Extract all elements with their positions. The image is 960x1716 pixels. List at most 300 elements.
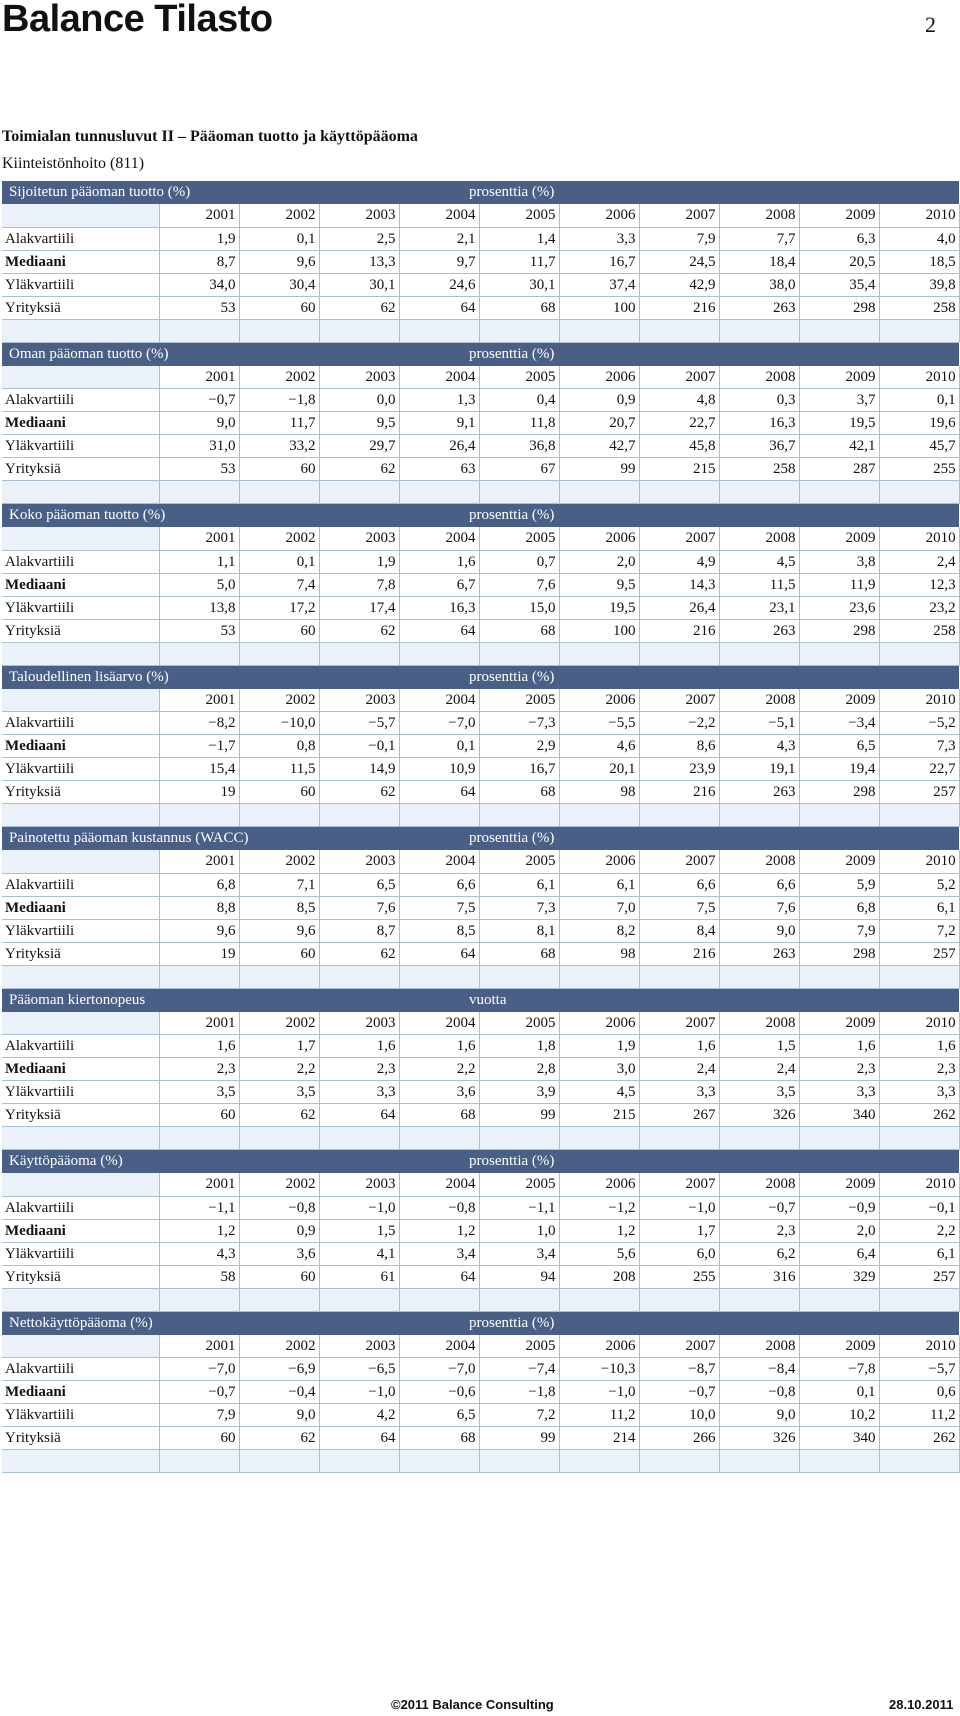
value-cell: −1,1 (159, 1196, 239, 1219)
year-cell: 2008 (719, 1173, 799, 1196)
value-cell: 6,5 (399, 1404, 479, 1427)
value-cell: −6,5 (319, 1358, 399, 1381)
row-label: Alakvartiili (2, 550, 159, 573)
row-label: Yläkvartiili (2, 435, 159, 458)
value-cell: 19,6 (879, 412, 959, 435)
value-cell: 1,9 (319, 550, 399, 573)
statistic-table (2, 181, 960, 343)
year-cell: 2010 (879, 1335, 959, 1358)
value-cell: 8,6 (639, 735, 719, 758)
value-cell: 6,5 (799, 735, 879, 758)
row-label: Alakvartiili (2, 1358, 159, 1381)
value-cell: 62 (319, 296, 399, 319)
row-label: Yläkvartiili (2, 1081, 159, 1104)
value-cell: 67 (479, 458, 559, 481)
value-cell: 5,6 (559, 1242, 639, 1265)
year-cell: 2005 (479, 1173, 559, 1196)
value-cell: −7,0 (399, 1358, 479, 1381)
value-cell: 1,6 (159, 1035, 239, 1058)
value-cell: 38,0 (719, 273, 799, 296)
value-cell: 2,3 (319, 1058, 399, 1081)
value-cell: 68 (479, 942, 559, 965)
value-cell: 19,1 (719, 758, 799, 781)
value-cell: 6,1 (559, 873, 639, 896)
value-cell: 99 (479, 1104, 559, 1127)
value-cell: 15,4 (159, 758, 239, 781)
footer-copyright: ©2011 Balance Consulting (391, 1697, 554, 1712)
value-cell: 7,3 (479, 896, 559, 919)
empty-cell (479, 1127, 559, 1150)
value-cell: 37,4 (559, 273, 639, 296)
value-cell: 2,0 (559, 550, 639, 573)
year-cell: 2001 (159, 204, 239, 227)
empty-cell (719, 965, 799, 988)
value-cell: 11,5 (239, 758, 319, 781)
table-unit: vuotta (469, 991, 507, 1008)
statistic-table (2, 1150, 960, 1312)
value-cell: 214 (559, 1427, 639, 1450)
statistic-table (2, 504, 960, 666)
value-cell: 3,3 (559, 227, 639, 250)
table-row (2, 573, 959, 596)
value-cell: 11,7 (479, 250, 559, 273)
value-cell: −10,0 (239, 712, 319, 735)
row-label: Yläkvartiili (2, 1242, 159, 1265)
footer-date: 28.10.2011 (889, 1697, 954, 1712)
value-cell: 215 (559, 1104, 639, 1127)
value-cell: 2,4 (719, 1058, 799, 1081)
row-label: Mediaani (2, 1058, 159, 1081)
value-cell: −1,1 (479, 1196, 559, 1219)
table-row (2, 296, 959, 319)
empty-cell (319, 319, 399, 342)
table-row (2, 712, 959, 735)
year-cell: 2003 (319, 1012, 399, 1035)
value-cell: 263 (719, 296, 799, 319)
value-cell: −1,0 (559, 1381, 639, 1404)
empty-cell (879, 481, 959, 504)
year-header-row (2, 1012, 959, 1035)
value-cell: 263 (719, 619, 799, 642)
row-label: Yrityksiä (2, 1104, 159, 1127)
empty-cell (2, 319, 159, 342)
table-unit: prosenttia (%) (469, 345, 555, 362)
empty-cell (2, 527, 159, 550)
value-cell: −0,7 (639, 1381, 719, 1404)
value-cell: 255 (639, 1265, 719, 1288)
value-cell: 11,8 (479, 412, 559, 435)
value-cell: 19,4 (799, 758, 879, 781)
value-cell: 42,1 (799, 435, 879, 458)
empty-cell (639, 1450, 719, 1473)
value-cell: −0,9 (799, 1196, 879, 1219)
empty-cell (2, 1173, 159, 1196)
value-cell: 94 (479, 1265, 559, 1288)
value-cell: 1,6 (319, 1035, 399, 1058)
value-cell: 0,1 (239, 550, 319, 573)
value-cell: 8,1 (479, 919, 559, 942)
value-cell: 2,3 (879, 1058, 959, 1081)
empty-cell (239, 804, 319, 827)
value-cell: 26,4 (639, 596, 719, 619)
table-row (2, 227, 959, 250)
row-label: Alakvartiili (2, 1035, 159, 1058)
value-cell: 7,9 (159, 1404, 239, 1427)
value-cell: 3,0 (559, 1058, 639, 1081)
year-cell: 2009 (799, 1012, 879, 1035)
value-cell: 7,5 (639, 896, 719, 919)
row-label: Mediaani (2, 735, 159, 758)
empty-cell (799, 1288, 879, 1311)
value-cell: 1,9 (159, 227, 239, 250)
value-cell: 62 (319, 458, 399, 481)
year-cell: 2002 (239, 850, 319, 873)
value-cell: 53 (159, 296, 239, 319)
table-unit: prosenttia (%) (469, 184, 555, 200)
value-cell: 1,8 (479, 1035, 559, 1058)
row-label: Mediaani (2, 896, 159, 919)
value-cell: 19 (159, 942, 239, 965)
table-row (2, 1081, 959, 1104)
empty-cell (159, 319, 239, 342)
value-cell: 4,3 (159, 1242, 239, 1265)
value-cell: 2,2 (399, 1058, 479, 1081)
value-cell: 4,5 (719, 550, 799, 573)
empty-cell (879, 1288, 959, 1311)
table-header-band (2, 827, 959, 850)
year-cell: 2007 (639, 366, 719, 389)
year-cell: 2001 (159, 1012, 239, 1035)
value-cell: 23,1 (719, 596, 799, 619)
year-header-row (2, 366, 959, 389)
empty-cell (2, 1127, 159, 1150)
year-cell: 2005 (479, 527, 559, 550)
spacer-row (2, 1127, 959, 1150)
row-label: Yläkvartiili (2, 596, 159, 619)
value-cell: 4,3 (719, 735, 799, 758)
empty-cell (239, 319, 319, 342)
value-cell: 1,7 (239, 1035, 319, 1058)
empty-cell (879, 1127, 959, 1150)
empty-cell (399, 1450, 479, 1473)
value-cell: 1,5 (719, 1035, 799, 1058)
empty-cell (799, 1127, 879, 1150)
empty-cell (319, 642, 399, 665)
value-cell: 8,8 (159, 896, 239, 919)
value-cell: 4,9 (639, 550, 719, 573)
value-cell: 340 (799, 1427, 879, 1450)
year-cell: 2008 (719, 689, 799, 712)
value-cell: 18,4 (719, 250, 799, 273)
empty-cell (159, 642, 239, 665)
year-cell: 2003 (319, 527, 399, 550)
value-cell: 35,4 (799, 273, 879, 296)
spacer-row (2, 1288, 959, 1311)
value-cell: 316 (719, 1265, 799, 1288)
empty-cell (239, 481, 319, 504)
empty-cell (639, 319, 719, 342)
value-cell: 6,6 (719, 873, 799, 896)
value-cell: 7,9 (799, 919, 879, 942)
table-row (2, 1104, 959, 1127)
year-cell: 2006 (559, 527, 639, 550)
table-row (2, 919, 959, 942)
value-cell: 9,6 (239, 919, 319, 942)
value-cell: 34,0 (159, 273, 239, 296)
year-cell: 2001 (159, 1335, 239, 1358)
value-cell: 11,2 (559, 1404, 639, 1427)
row-label: Yrityksiä (2, 1427, 159, 1450)
value-cell: −5,5 (559, 712, 639, 735)
empty-cell (239, 642, 319, 665)
value-cell: 7,2 (479, 1404, 559, 1427)
year-cell: 2007 (639, 204, 719, 227)
value-cell: 7,9 (639, 227, 719, 250)
value-cell: −0,7 (159, 1381, 239, 1404)
value-cell: 16,3 (399, 596, 479, 619)
value-cell: 7,6 (719, 896, 799, 919)
value-cell: 6,6 (399, 873, 479, 896)
year-cell: 2001 (159, 1173, 239, 1196)
value-cell: 7,3 (879, 735, 959, 758)
value-cell: 287 (799, 458, 879, 481)
value-cell: 62 (319, 781, 399, 804)
value-cell: −7,3 (479, 712, 559, 735)
year-cell: 2002 (239, 689, 319, 712)
value-cell: −0,1 (319, 735, 399, 758)
year-cell: 2007 (639, 850, 719, 873)
year-header-row (2, 1335, 959, 1358)
value-cell: 33,2 (239, 435, 319, 458)
value-cell: 2,4 (879, 550, 959, 573)
value-cell: −7,0 (159, 1358, 239, 1381)
value-cell: 6,5 (319, 873, 399, 896)
year-header-row (2, 527, 959, 550)
year-cell: 2004 (399, 527, 479, 550)
value-cell: 1,9 (559, 1035, 639, 1058)
empty-cell (559, 965, 639, 988)
table-row (2, 458, 959, 481)
value-cell: 19,5 (799, 412, 879, 435)
value-cell: −6,9 (239, 1358, 319, 1381)
value-cell: 64 (399, 619, 479, 642)
row-label: Alakvartiili (2, 389, 159, 412)
value-cell: 0,3 (719, 389, 799, 412)
value-cell: 7,2 (879, 919, 959, 942)
value-cell: −1,0 (319, 1196, 399, 1219)
value-cell: 0,1 (799, 1381, 879, 1404)
value-cell: −7,8 (799, 1358, 879, 1381)
row-label: Yrityksiä (2, 619, 159, 642)
value-cell: 258 (879, 619, 959, 642)
value-cell: 3,7 (799, 389, 879, 412)
table-title: Nettokäyttöpääoma (%) (9, 1314, 153, 1331)
empty-cell (2, 804, 159, 827)
value-cell: 1,1 (159, 550, 239, 573)
row-label: Mediaani (2, 250, 159, 273)
value-cell: 1,5 (319, 1219, 399, 1242)
value-cell: −1,0 (639, 1196, 719, 1219)
table-row (2, 435, 959, 458)
value-cell: 257 (879, 781, 959, 804)
value-cell: 15,0 (479, 596, 559, 619)
spacer-row (2, 642, 959, 665)
row-label: Yläkvartiili (2, 1404, 159, 1427)
statistic-table (2, 827, 960, 989)
value-cell: 216 (639, 619, 719, 642)
value-cell: 0,6 (879, 1381, 959, 1404)
value-cell: 12,3 (879, 573, 959, 596)
value-cell: 7,5 (399, 896, 479, 919)
empty-cell (319, 965, 399, 988)
value-cell: −3,4 (799, 712, 879, 735)
value-cell: 0,7 (479, 550, 559, 573)
value-cell: 298 (799, 619, 879, 642)
year-cell: 2010 (879, 204, 959, 227)
value-cell: 267 (639, 1104, 719, 1127)
table-row (2, 550, 959, 573)
empty-cell (2, 1012, 159, 1035)
empty-cell (2, 481, 159, 504)
year-cell: 2006 (559, 1012, 639, 1035)
value-cell: 6,4 (799, 1242, 879, 1265)
empty-cell (879, 965, 959, 988)
empty-cell (799, 1450, 879, 1473)
empty-cell (559, 319, 639, 342)
value-cell: 1,6 (399, 1035, 479, 1058)
empty-cell (159, 965, 239, 988)
value-cell: 0,1 (879, 389, 959, 412)
spacer-row (2, 804, 959, 827)
empty-cell (639, 965, 719, 988)
value-cell: 6,1 (879, 1242, 959, 1265)
empty-cell (559, 1450, 639, 1473)
value-cell: 298 (799, 942, 879, 965)
year-cell: 2009 (799, 527, 879, 550)
year-cell: 2007 (639, 1335, 719, 1358)
value-cell: 53 (159, 458, 239, 481)
value-cell: 10,9 (399, 758, 479, 781)
year-cell: 2006 (559, 204, 639, 227)
empty-cell (719, 642, 799, 665)
value-cell: 2,8 (479, 1058, 559, 1081)
year-cell: 2008 (719, 1012, 799, 1035)
table-header-band (2, 181, 959, 204)
year-cell: 2008 (719, 366, 799, 389)
year-cell: 2010 (879, 1173, 959, 1196)
year-cell: 2005 (479, 1012, 559, 1035)
value-cell: 22,7 (639, 412, 719, 435)
value-cell: 45,8 (639, 435, 719, 458)
value-cell: 3,9 (479, 1081, 559, 1104)
value-cell: 0,0 (319, 389, 399, 412)
value-cell: 16,7 (479, 758, 559, 781)
year-cell: 2010 (879, 850, 959, 873)
spacer-row (2, 319, 959, 342)
table-title: Taloudellinen lisäarvo (%) (9, 668, 169, 685)
table-row (2, 896, 959, 919)
value-cell: 11,9 (799, 573, 879, 596)
value-cell: 42,9 (639, 273, 719, 296)
value-cell: 31,0 (159, 435, 239, 458)
value-cell: 208 (559, 1265, 639, 1288)
value-cell: 29,7 (319, 435, 399, 458)
year-cell: 2010 (879, 366, 959, 389)
year-cell: 2007 (639, 689, 719, 712)
value-cell: 42,7 (559, 435, 639, 458)
year-cell: 2006 (559, 1335, 639, 1358)
year-cell: 2004 (399, 204, 479, 227)
empty-cell (479, 319, 559, 342)
value-cell: −7,4 (479, 1358, 559, 1381)
value-cell: 6,8 (159, 873, 239, 896)
year-cell: 2006 (559, 689, 639, 712)
value-cell: 9,0 (719, 919, 799, 942)
row-label: Yrityksiä (2, 781, 159, 804)
value-cell: 329 (799, 1265, 879, 1288)
value-cell: 257 (879, 942, 959, 965)
value-cell: 99 (479, 1427, 559, 1450)
value-cell: 2,3 (799, 1058, 879, 1081)
year-cell: 2006 (559, 850, 639, 873)
value-cell: 20,7 (559, 412, 639, 435)
value-cell: 5,2 (879, 873, 959, 896)
value-cell: 7,7 (719, 227, 799, 250)
value-cell: 263 (719, 781, 799, 804)
value-cell: 4,6 (559, 735, 639, 758)
value-cell: 17,2 (239, 596, 319, 619)
value-cell: 60 (239, 942, 319, 965)
value-cell: 216 (639, 781, 719, 804)
empty-cell (239, 965, 319, 988)
value-cell: −8,7 (639, 1358, 719, 1381)
year-cell: 2004 (399, 366, 479, 389)
empty-cell (2, 689, 159, 712)
year-cell: 2003 (319, 1173, 399, 1196)
table-row (2, 1404, 959, 1427)
table-row (2, 1265, 959, 1288)
empty-cell (639, 804, 719, 827)
empty-cell (159, 481, 239, 504)
industry-subheading: Kiinteistönhoito (811) (2, 155, 145, 172)
value-cell: 36,7 (719, 435, 799, 458)
value-cell: 19,5 (559, 596, 639, 619)
value-cell: 68 (399, 1104, 479, 1127)
year-cell: 2002 (239, 1173, 319, 1196)
value-cell: 23,9 (639, 758, 719, 781)
value-cell: −1,0 (319, 1381, 399, 1404)
empty-cell (399, 481, 479, 504)
value-cell: 64 (399, 296, 479, 319)
value-cell: 9,6 (239, 250, 319, 273)
value-cell: 0,4 (479, 389, 559, 412)
value-cell: 1,0 (479, 1219, 559, 1242)
table-row (2, 758, 959, 781)
value-cell: 100 (559, 296, 639, 319)
empty-cell (719, 1288, 799, 1311)
value-cell: 2,3 (719, 1219, 799, 1242)
value-cell: 9,0 (719, 1404, 799, 1427)
value-cell: 45,7 (879, 435, 959, 458)
table-row (2, 1196, 959, 1219)
value-cell: 11,7 (239, 412, 319, 435)
table-row (2, 735, 959, 758)
value-cell: −0,7 (719, 1196, 799, 1219)
value-cell: 215 (639, 458, 719, 481)
table-row (2, 389, 959, 412)
value-cell: −0,4 (239, 1381, 319, 1404)
value-cell: 62 (319, 619, 399, 642)
